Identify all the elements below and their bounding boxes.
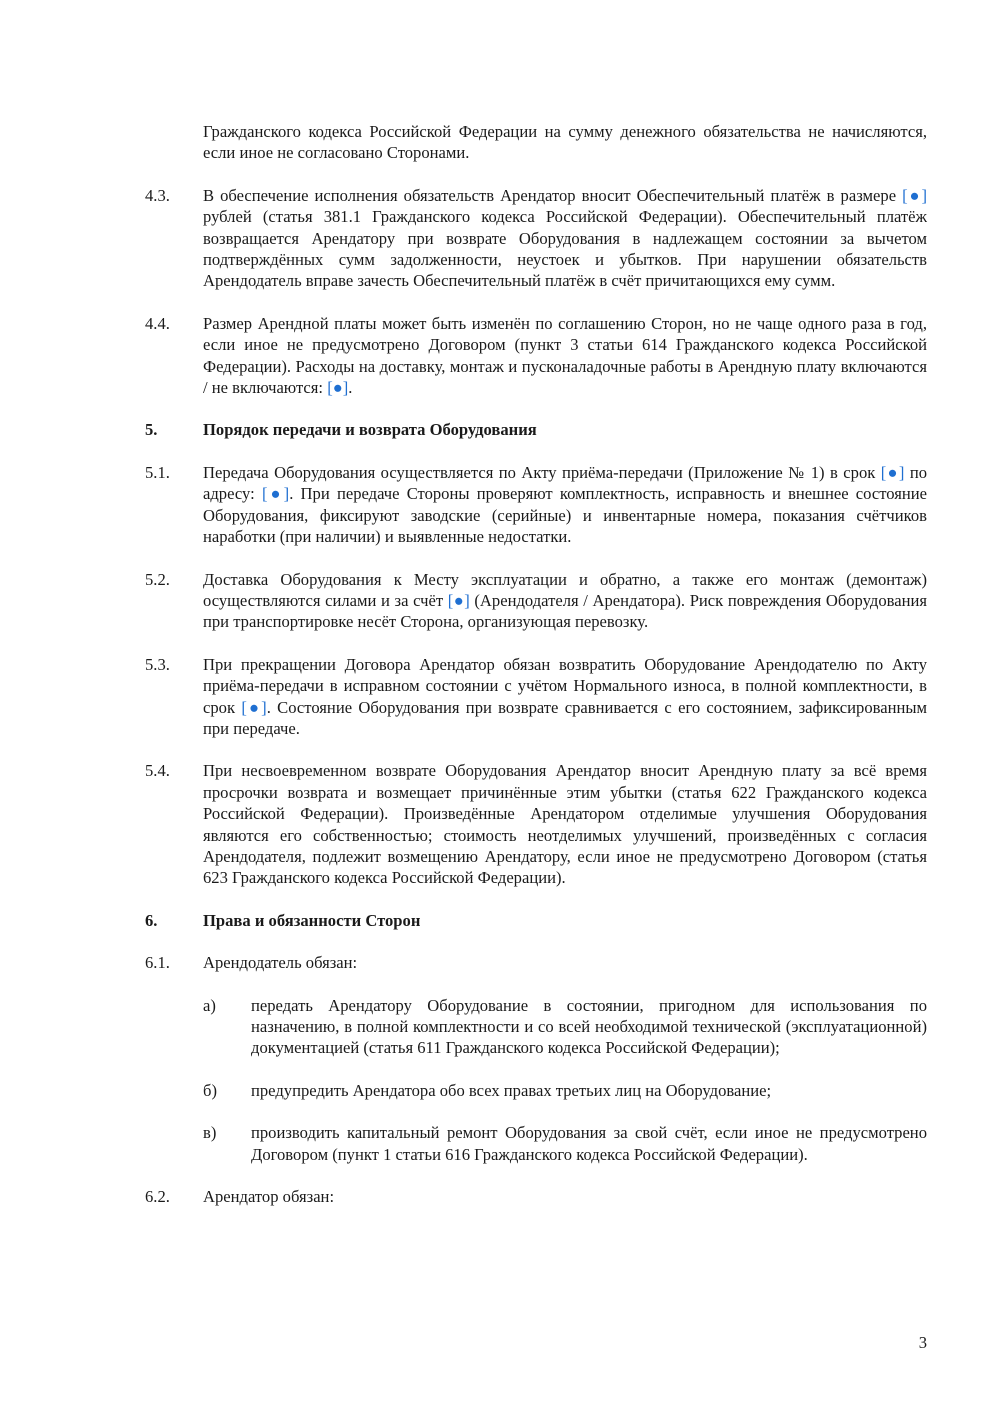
clause-number: 5.3. — [145, 654, 170, 674]
clause-text — [203, 185, 927, 292]
clause-number: 4.3. — [145, 185, 170, 205]
clause-text-part: по адресу: — [203, 462, 928, 504]
clause-text-part: В обеспечение исполнения обязательств Арендатор вносит Обеспечительный платёж в размере — [203, 185, 903, 205]
clause-5-2 — [145, 569, 927, 633]
clause-text — [203, 462, 927, 548]
list-item-label: в) — [203, 1123, 217, 1143]
clause-5-4 — [145, 760, 927, 888]
clause-text-part: Размер Арендной платы может быть изменён по соглашению Сторон, но не чаще одного раза в год, если иное не предусмотрено Договором (пункт 3 статьи 614 Гражданского кодекса Российской Федерации). Расходы на доставку, монтаж и пусконаладочные работы в Арендную плату включаются / не включаются: — [203, 313, 927, 398]
clause-text-part: Доставка Оборудования к Месту эксплуатации и обратно, а также его монтаж (демонтаж) осуществляются силами и за счёт — [203, 569, 927, 610]
clause-text-part: (Арендодателя / Арендатора). Риск повреждения Оборудования при транспортировке несёт Сторона, организующая перевозку. — [203, 590, 927, 632]
document-body — [145, 121, 927, 1207]
clause-text-part: . — [348, 378, 353, 398]
list-item — [203, 995, 927, 1059]
page-number: 3 — [918, 1333, 927, 1352]
clause-4-3 — [145, 185, 927, 292]
clause-6-1 — [145, 952, 927, 973]
placeholder-delivery: [●] — [327, 378, 349, 398]
list-item — [203, 1122, 927, 1165]
section-title: Порядок передачи и возврата Оборудования — [203, 420, 537, 440]
placeholder-amount: [●] — [902, 185, 927, 205]
clause-number: 5.2. — [145, 569, 170, 589]
clause-number: 4.4. — [145, 313, 170, 333]
clause-text-part: рублей (статья 381.1 Гражданского кодекса Российской Федерации). Обеспечительный платёж возвращается Арендатору при возврате Оборудования в надлежащем состоянии за вычетом подтверждённых сумм задолженности, неустоек и убытков. При нарушении обязательств Арендодатель вправе зачесть Обеспечительный платёж в счёт причитающихся ему сумм. — [203, 207, 927, 291]
section-number: 5. — [145, 420, 158, 440]
list-item-label: б) — [203, 1080, 217, 1100]
clause-5-1 — [145, 462, 927, 548]
clause-6-2 — [145, 1186, 927, 1207]
clause-text-part: . При передаче Стороны проверяют комплектность, исправность и внешнее состояние Оборудования, фиксируют заводские (серийные) и инвентарные номера, показания счётчиков наработки (при наличии) и выявленные недостатки. — [203, 484, 927, 547]
placeholder-return-term: [●] — [241, 697, 267, 717]
clause-text: Арендодатель обязан: — [203, 953, 358, 973]
section-number: 6. — [145, 910, 158, 930]
clause-number: 5.1. — [145, 462, 170, 482]
clause-number: 5.4. — [145, 761, 170, 781]
clause-text-part: . Состояние Оборудования при возврате сравнивается с его состоянием, зафиксированным при передаче. — [203, 697, 928, 738]
list-item — [203, 1080, 927, 1101]
clause-text-part: При прекращении Договора Арендатор обязан возвратить Оборудование Арендодателю по Акту приёма-передачи в исправном состоянии с учётом Нормального износа, в полной комплектности, в срок — [203, 654, 927, 717]
clause-text — [203, 654, 927, 740]
clause-text — [203, 313, 927, 399]
clause-text-part: Передача Оборудования осуществляется по Акту приёма-передачи (Приложение № 1) в срок — [203, 462, 881, 482]
placeholder-party: [●] — [447, 590, 470, 610]
list-item-text: предупредить Арендатора обо всех правах третьих лиц на Оборудование; — [251, 1080, 772, 1100]
list-item-text: передать Арендатору Оборудование в состоянии, пригодном для использования по назначению, в полной комплектности и со всей необходимой технической (эксплуатационной) документацией (статья 611 Гражданского кодекса Российской Федерации); — [251, 995, 927, 1058]
clause-number: 6.1. — [145, 953, 170, 973]
clause-text: При несвоевременном возврате Оборудования Арендатор вносит Арендную плату за всё время просрочки возврата и возмещает причинённые этим убытки (статья 622 Гражданского кодекса Российской Федерации). Произведённые Арендатором отделимые улучшения Оборудования являются его собственностью; стоимость неотделимых улучшений, произведённых с согласия Арендодателя, подлежит возмещению Арендатору, если иное не предусмотрено Договором (статья 623 Гражданского кодекса Российской Федерации). — [203, 761, 927, 888]
section-title: Права и обязанности Сторон — [203, 910, 421, 930]
list-item-text: производить капитальный ремонт Оборудования за свой счёт, если иное не предусмотрено Договором (пункт 1 статьи 616 Гражданского кодекса Российской Федерации). — [251, 1123, 927, 1164]
placeholder-address: [●] — [261, 484, 290, 504]
clause-5-3 — [145, 654, 927, 740]
clause-number: 6.2. — [145, 1187, 170, 1207]
clause-text: Арендатор обязан: — [203, 1187, 335, 1207]
list-item-label: а) — [203, 995, 216, 1015]
section-6-heading — [145, 910, 927, 931]
clause-4-4 — [145, 313, 927, 399]
clause-text — [203, 569, 927, 633]
section-5-heading — [145, 419, 927, 440]
continuation-paragraph: Гражданского кодекса Российской Федерации на сумму денежного обязательства не начисляются, если иное не согласовано Сторонами. — [203, 122, 927, 163]
placeholder-term: [●] — [880, 462, 905, 482]
